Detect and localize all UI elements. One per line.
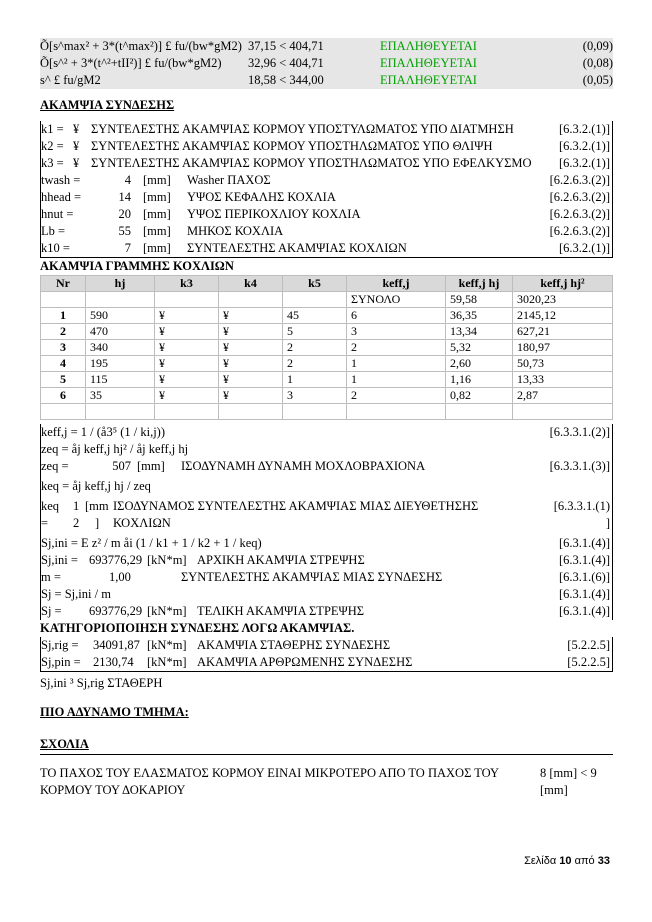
description: ΤΕΛΙΚΗ ΑΚΑΜΨΙΑ ΣΤΡΕΨΗΣ xyxy=(197,604,365,618)
footer-total: 33 xyxy=(597,855,610,867)
bolt-rows-table xyxy=(40,275,613,420)
stiffness-row xyxy=(41,240,612,257)
comment-line xyxy=(40,765,613,782)
check-ratio: (0,09) xyxy=(582,39,613,53)
footer-page: 10 xyxy=(559,855,572,867)
check-row-2 xyxy=(40,55,613,72)
equation-row xyxy=(41,603,612,620)
classification-row xyxy=(41,637,612,654)
equation-row xyxy=(41,458,612,475)
classification-heading: ΚΑΤΗΓΟΡΙΟΠΟΙΗΣΗ ΣΥΝΔΕΣΗΣ ΛΟΓΩ ΑΚΑΜΨΙΑΣ. xyxy=(40,621,355,635)
table-row xyxy=(41,324,613,340)
description: ΣΥΝΤΕΛΕΣΤΗΣ ΑΚΑΜΨΙΑΣ ΜΙΑΣ ΣΥΝΔΕΣΗΣ xyxy=(181,570,443,584)
stiffness-row xyxy=(41,172,612,189)
stiffness-heading: ΑΚΑΜΨΙΑ ΣΥΝΔΕΣΗΣ xyxy=(40,98,175,112)
col-hj: hj xyxy=(86,276,155,292)
reference: [6.2.6.3.(2)] xyxy=(549,173,610,187)
symbol: k3 = xyxy=(41,156,64,170)
footer-mid: από xyxy=(574,855,595,867)
cell-k3: ¥ xyxy=(155,308,219,324)
unit: [mm] xyxy=(143,224,171,238)
cell-k3: ¥ xyxy=(155,388,219,404)
comment-note: 8 [mm] < 9 xyxy=(540,766,597,780)
cell-k5: 3 xyxy=(283,388,347,404)
equation-row xyxy=(41,478,612,495)
check-ratio: (0,08) xyxy=(582,56,613,70)
cell-keff-hj: 5,32 xyxy=(446,340,513,356)
table-row xyxy=(41,372,613,388)
col-k4: k4 xyxy=(219,276,283,292)
cell-k4: ¥ xyxy=(219,356,283,372)
check-value: 32,96 < 404,71 xyxy=(248,56,324,70)
comments-heading: ΣΧΟΛΙΑ xyxy=(40,734,613,755)
cell-keff-hj2: 13,33 xyxy=(513,372,613,388)
equation-row xyxy=(41,515,612,532)
cell-k4: ¥ xyxy=(219,340,283,356)
symbol: k2 = xyxy=(41,139,64,153)
value: 507 xyxy=(112,459,131,473)
comment-text: ΚΟΡΜΟΥ ΤΟΥ ΔΟΚΑΡΙΟΥ xyxy=(40,783,186,797)
check-row-1 xyxy=(40,38,613,55)
reference: ] xyxy=(605,516,610,530)
cell-keff-hj: 13,34 xyxy=(446,324,513,340)
symbol: keq xyxy=(41,499,60,513)
cell-k4: ¥ xyxy=(219,308,283,324)
table-row xyxy=(41,340,613,356)
cell-nr: 6 xyxy=(41,388,86,404)
unit: [kN*m] xyxy=(147,553,187,567)
reference: [6.2.6.3.(2)] xyxy=(549,207,610,221)
cell-keff: 3 xyxy=(347,324,446,340)
cell-k5: 1 xyxy=(283,372,347,388)
value: 1,00 xyxy=(109,570,131,584)
symbol: hhead = xyxy=(41,190,82,204)
classification-block xyxy=(40,637,613,672)
table-row xyxy=(41,388,613,404)
cell-k3: ¥ xyxy=(155,324,219,340)
cell-hj: 590 xyxy=(86,308,155,324)
description: ΣΥΝΤΕΛΕΣΤΗΣ ΑΚΑΜΨΙΑΣ ΚΟΡΜΟΥ ΥΠΟΣΤΗΛΩΜΑΤΟΣ ΥΠΟ ΘΛΙΨΗ xyxy=(91,139,493,153)
total-label: ΣΥΝΟΛΟ xyxy=(347,292,446,308)
cell-keff: 2 xyxy=(347,388,446,404)
unit: [mm] xyxy=(137,459,165,473)
stiffness-row xyxy=(41,155,612,172)
table-row-empty xyxy=(41,404,613,420)
description: ΥΨΟΣ ΠΕΡΙΚΟΧΛΙΟΥ ΚΟΧΛΙΑ xyxy=(187,207,361,221)
symbol: Sj,rig = xyxy=(41,638,79,652)
unit: [kN*m] xyxy=(147,604,187,618)
check-ratio: (0,05) xyxy=(582,73,613,87)
table-row xyxy=(41,308,613,324)
cell-keff-hj: 0,82 xyxy=(446,388,513,404)
value: 34091,87 xyxy=(93,638,140,652)
value: ¥ xyxy=(73,122,80,136)
bolt-rows-heading: ΑΚΑΜΨΙΑ ΓΡΑΜΜΗΣ ΚΟΧΛΙΩΝ xyxy=(40,259,234,273)
table-row-total xyxy=(41,292,613,308)
cell-keff: 6 xyxy=(347,308,446,324)
symbol: Sj,pin = xyxy=(41,655,81,669)
col-k5: k5 xyxy=(283,276,347,292)
reference: [6.3.3.1.(1) xyxy=(553,499,610,513)
unit: [mm] xyxy=(143,207,171,221)
formula: Sj,ini = E z² / m åi (1 / k1 + 1 / k2 + 1 / keq) xyxy=(41,536,262,550)
cell-nr: 2 xyxy=(41,324,86,340)
table-row xyxy=(41,356,613,372)
description: ΑΚΑΜΨΙΑ ΑΡΘΡΩΜΕΝΗΣ ΣΥΝΔΕΣΗΣ xyxy=(197,655,413,669)
cell-keff: 1 xyxy=(347,356,446,372)
value: 2 xyxy=(73,516,80,530)
comment-text: ΤΟ ΠΑΧΟΣ ΤΟΥ ΕΛΑΣΜΑΤΟΣ ΚΟΡΜΟΥ ΕΙΝΑΙ ΜΙΚΡΟΤΕΡΟ ΑΠΟ ΤΟ ΠΑΧΟΣ ΤΟΥ xyxy=(40,766,500,780)
reference: [6.3.1.(4)] xyxy=(558,587,610,601)
symbol: k1 = xyxy=(41,122,64,136)
cell-k5: 2 xyxy=(283,340,347,356)
cell-k3: ¥ xyxy=(155,372,219,388)
cell-nr: 1 xyxy=(41,308,86,324)
classification-row xyxy=(41,654,612,671)
cell-nr: 4 xyxy=(41,356,86,372)
cell-nr: 3 xyxy=(41,340,86,356)
conclusion-text: Sj,ini ³ Sj,rig ΣΤΑΘΕΡΗ xyxy=(40,676,163,690)
col-keff-hj2: keff,j hj² xyxy=(513,276,613,292)
value: 693776,29 xyxy=(89,604,143,618)
value: 4 xyxy=(124,173,131,187)
table-header-row xyxy=(41,276,613,292)
check-result: ΕΠΑΛΗΘΕΥΕΤΑΙ xyxy=(380,39,477,53)
unit: [kN*m] xyxy=(147,638,187,652)
equation-row xyxy=(41,441,612,458)
cell-keff: 1 xyxy=(347,372,446,388)
unit: [mm] xyxy=(143,241,171,255)
symbol: m = xyxy=(41,570,61,584)
description: Washer ΠΑΧΟΣ xyxy=(187,173,271,187)
symbol: Lb = xyxy=(41,224,66,238)
symbol: Sj = xyxy=(41,604,62,618)
cell-keff-hj2: 50,73 xyxy=(513,356,613,372)
value: ¥ xyxy=(73,156,80,170)
reference: [6.3.3.1.(2)] xyxy=(549,425,610,439)
equations-block xyxy=(40,424,613,620)
cell-keff-hj: 2,60 xyxy=(446,356,513,372)
cell-k4: ¥ xyxy=(219,388,283,404)
footer-prefix: Σελίδα xyxy=(524,855,557,867)
reference: [6.3.2.(1)] xyxy=(558,122,610,136)
cell-keff-hj2: 627,21 xyxy=(513,324,613,340)
stiffness-row xyxy=(41,121,612,138)
cell-k4: ¥ xyxy=(219,324,283,340)
col-keff-hj: keff,j hj xyxy=(446,276,513,292)
symbol: twash = xyxy=(41,173,81,187)
cell-keff-hj2: 2145,12 xyxy=(513,308,613,324)
value: 20 xyxy=(118,207,131,221)
page-footer xyxy=(524,855,610,867)
formula: keff,j = 1 / (å3⁵ (1 / ki,j)) xyxy=(41,425,165,439)
value: ¥ xyxy=(73,139,80,153)
cell-k5: 5 xyxy=(283,324,347,340)
cell-k4: ¥ xyxy=(219,372,283,388)
reference: [6.3.1.(4)] xyxy=(558,536,610,550)
unit: [mm] xyxy=(143,190,171,204)
value: 693776,29 xyxy=(89,553,143,567)
cell-keff: 2 xyxy=(347,340,446,356)
reference: [6.3.1.(4)] xyxy=(558,604,610,618)
stiffness-row xyxy=(41,138,612,155)
comment-line xyxy=(40,782,613,799)
formula: zeq = åj keff,j hj² / åj keff,j hj xyxy=(41,442,189,456)
cell-hj: 35 xyxy=(86,388,155,404)
cell-k3: ¥ xyxy=(155,340,219,356)
cell-hj: 195 xyxy=(86,356,155,372)
check-row-3 xyxy=(40,72,613,89)
stiffness-row xyxy=(41,189,612,206)
classification-conclusion xyxy=(40,675,613,692)
cell-k5: 45 xyxy=(283,308,347,324)
reference: [6.3.1.(4)] xyxy=(558,553,610,567)
value: 55 xyxy=(118,224,131,238)
value: 14 xyxy=(118,190,131,204)
check-result: ΕΠΑΛΗΘΕΥΕΤΑΙ xyxy=(380,56,477,70)
reference: [6.3.2.(1)] xyxy=(558,156,610,170)
reference: [6.3.3.1.(3)] xyxy=(549,459,610,473)
unit: ] xyxy=(95,516,100,530)
symbol: = xyxy=(41,516,49,530)
equation-row xyxy=(41,552,612,569)
symbol: k10 = xyxy=(41,241,70,255)
equation-row xyxy=(41,498,612,515)
symbol: zeq = xyxy=(41,459,69,473)
reference: [5.2.2.5] xyxy=(567,638,610,652)
description: ΣΥΝΤΕΛΕΣΤΗΣ ΑΚΑΜΨΙΑΣ ΚΟΡΜΟΥ ΥΠΟΣΤΥΛΩΜΑΤΟΣ ΥΠΟ ΔΙΑΤΜΗΣΗ xyxy=(91,122,514,136)
equation-row xyxy=(41,569,612,586)
check-value: 37,15 < 404,71 xyxy=(248,39,324,53)
unit: [mm xyxy=(85,499,109,513)
description: ΙΣΟΔΥΝΑΜΟΣ ΣΥΝΤΕΛΕΣΤΗΣ ΑΚΑΜΨΙΑΣ ΜΙΑΣ ΔΙΕΥΘΕΤΗΣΗΣ xyxy=(113,499,479,513)
check-formula: Õ[s^max² + 3*(t^max²)] £ fu/(bw*gM2) xyxy=(40,39,242,53)
reference: [6.3.2.(1)] xyxy=(558,139,610,153)
equation-row xyxy=(41,586,612,603)
stiffness-row xyxy=(41,206,612,223)
comments-block xyxy=(40,765,613,801)
formula: Sj = Sj,ini / m xyxy=(41,587,111,601)
unit: [mm] xyxy=(143,173,171,187)
reference: [6.3.2.(1)] xyxy=(558,241,610,255)
description: ΚΟΧΛΙΩΝ xyxy=(113,516,171,530)
equation-row xyxy=(41,424,612,441)
weak-section-heading: ΠΙΟ ΑΔΥΝΑΜΟ ΤΜΗΜΑ: xyxy=(40,705,189,719)
cell-hj: 340 xyxy=(86,340,155,356)
reference: [6.2.6.3.(2)] xyxy=(549,224,610,238)
formula: keq = åj keff,j hj / zeq xyxy=(41,479,151,493)
cell-keff-hj: 36,35 xyxy=(446,308,513,324)
cell-nr: 5 xyxy=(41,372,86,388)
value: 2130,74 xyxy=(93,655,134,669)
calc-page xyxy=(40,38,613,801)
description: ΙΣΟΔΥΝΑΜΗ ΔΥΝΑΜΗ ΜΟΧΛΟΒΡΑΧΙΟΝΑ xyxy=(181,459,426,473)
description: ΑΚΑΜΨΙΑ ΣΤΑΘΕΡΗΣ ΣΥΝΔΕΣΗΣ xyxy=(197,638,391,652)
symbol: hnut = xyxy=(41,207,74,221)
symbol: Sj,ini = xyxy=(41,553,78,567)
cell-hj: 470 xyxy=(86,324,155,340)
check-formula: Õ[s^² + 3*(t^²+tII²)] £ fu/(bw*gM2) xyxy=(40,56,222,70)
cell-hj: 115 xyxy=(86,372,155,388)
cell-keff-hj2: 2,87 xyxy=(513,388,613,404)
description: ΜΗΚΟΣ ΚΟΧΛΙΑ xyxy=(187,224,284,238)
description: ΑΡΧΙΚΗ ΑΚΑΜΨΙΑ ΣΤΡΕΨΗΣ xyxy=(197,553,365,567)
check-value: 18,58 < 344,00 xyxy=(248,73,324,87)
col-keff: keff,j xyxy=(347,276,446,292)
reference: [6.3.1.(6)] xyxy=(558,570,610,584)
total-keff-hj2: 3020,23 xyxy=(513,292,613,308)
cell-keff-hj: 1,16 xyxy=(446,372,513,388)
stiffness-row xyxy=(41,223,612,240)
cell-keff-hj2: 180,97 xyxy=(513,340,613,356)
reference: [5.2.2.5] xyxy=(567,655,610,669)
check-formula: s^ £ fu/gM2 xyxy=(40,73,101,87)
value: 7 xyxy=(124,241,131,255)
col-nr: Nr xyxy=(41,276,86,292)
stiffness-table xyxy=(40,121,613,258)
comment-note: [mm] xyxy=(540,783,568,797)
cell-k3: ¥ xyxy=(155,356,219,372)
value: 1 xyxy=(73,499,80,513)
col-k3: k3 xyxy=(155,276,219,292)
reference: [6.2.6.3.(2)] xyxy=(549,190,610,204)
description: ΥΨΟΣ ΚΕΦΑΛΗΣ ΚΟΧΛΙΑ xyxy=(187,190,336,204)
check-result: ΕΠΑΛΗΘΕΥΕΤΑΙ xyxy=(380,73,477,87)
equation-row xyxy=(41,535,612,552)
description: ΣΥΝΤΕΛΕΣΤΗΣ ΑΚΑΜΨΙΑΣ ΚΟΡΜΟΥ ΥΠΟΣΤΗΛΩΜΑΤΟΣ ΥΠΟ ΕΦΕΛΚΥΣΜΟ xyxy=(91,156,532,170)
cell-k5: 2 xyxy=(283,356,347,372)
unit: [kN*m] xyxy=(147,655,187,669)
description: ΣΥΝΤΕΛΕΣΤΗΣ ΑΚΑΜΨΙΑΣ ΚΟΧΛΙΩΝ xyxy=(187,241,407,255)
total-keff-hj: 59,58 xyxy=(446,292,513,308)
